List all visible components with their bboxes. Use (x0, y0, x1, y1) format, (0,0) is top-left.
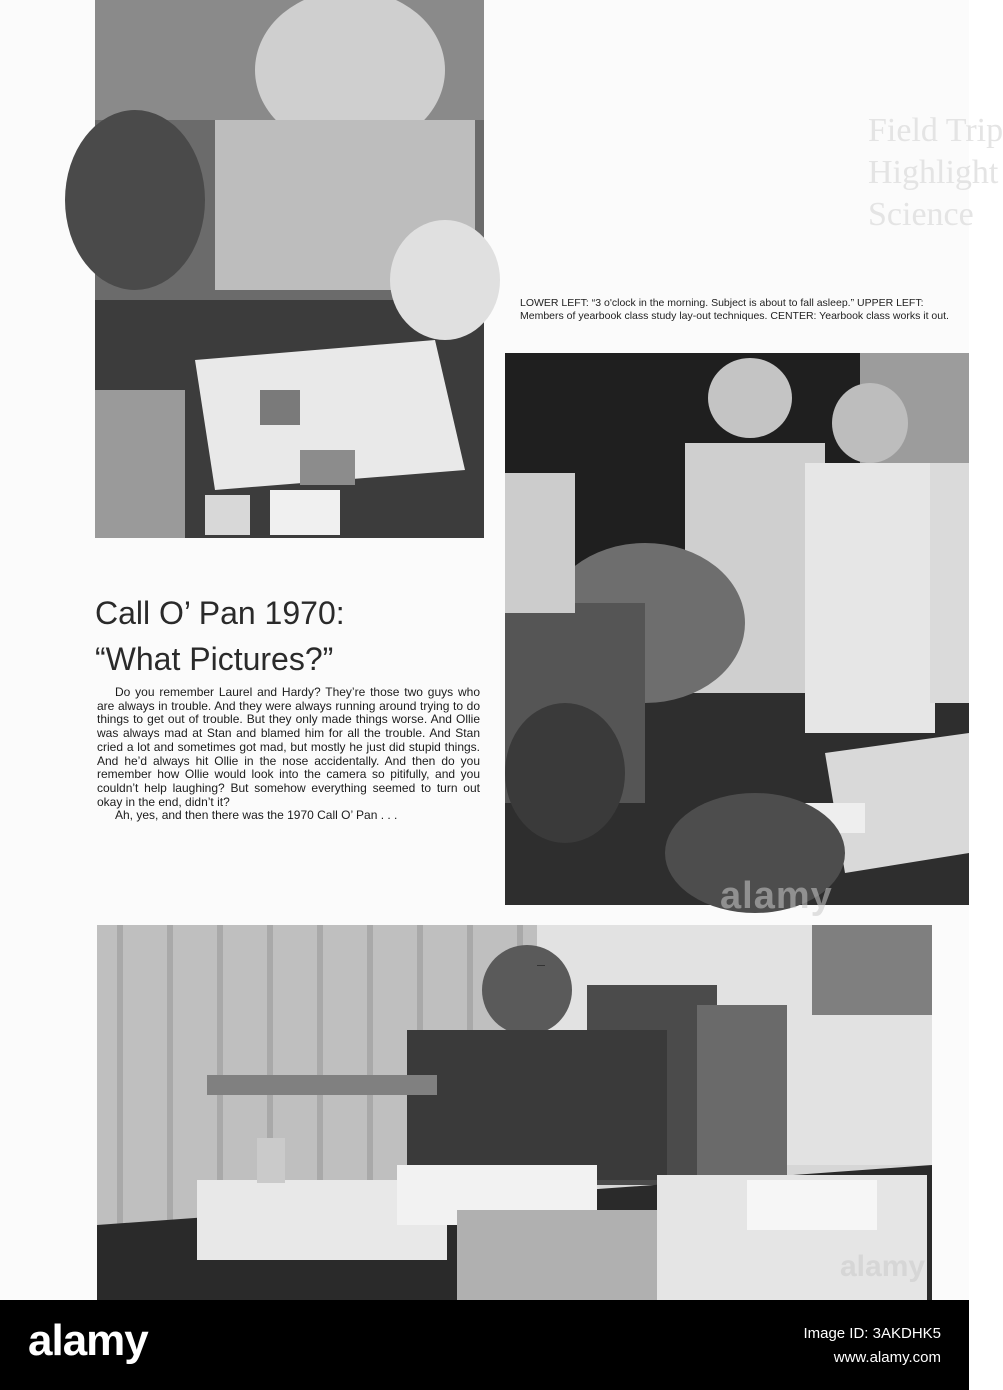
footer-site-link[interactable]: www.alamy.com (833, 1349, 941, 1366)
bleed-through-text (868, 110, 1003, 236)
bleed-through-line-2: Highlight (868, 154, 999, 191)
bleed-through-line-1: Field Trip (868, 112, 1003, 149)
photo-lower-left-late-night (97, 925, 932, 1300)
watermark-center: alamy (720, 875, 833, 917)
photo-caption: LOWER LEFT: “3 o'clock in the morning. Subject is about to fall asleep.” UPPER LEFT: Members of yearbook class study lay-out techniques. CENTER: Yearbook class works it out. (520, 297, 949, 322)
body-paragraph-2: Ah, yes, and then there was the 1970 Call O’ Pan . . . (115, 808, 398, 823)
photo-upper-left-layout-study (95, 0, 484, 538)
headline-line-1: Call O’ Pan 1970: (95, 595, 345, 631)
watermark-lower: alamy (840, 1250, 926, 1283)
article-body (97, 686, 480, 823)
bleed-through-line-3: Science (868, 196, 974, 233)
photo-center-yearbook-class (505, 353, 969, 905)
stock-footer-band (0, 1300, 969, 1390)
article-headline (95, 590, 495, 682)
footer-meta (803, 1322, 941, 1370)
footer-image-id: Image ID: 3AKDHK5 (803, 1325, 941, 1342)
body-paragraph-1: Do you remember Laurel and Hardy? They’re those two guys who are always in trouble. And they were always running around trying to do things to get out of trouble. But they only made things worse. And Ollie was always mad at Stan and blamed him for all the trouble. And Stan cried a lot and sometimes got mad, but mostly he just did stupid things. And he’d always hit Ollie in the nose accidentally. And then do you remember how Ollie would look into the camera so pitifully, and you couldn’t help laughing? But somehow everything seemed to turn out okay in the end, didn’t it? (97, 685, 480, 809)
footer-logo: alamy (28, 1316, 148, 1365)
headline-line-2: “What Pictures?” (95, 641, 334, 677)
